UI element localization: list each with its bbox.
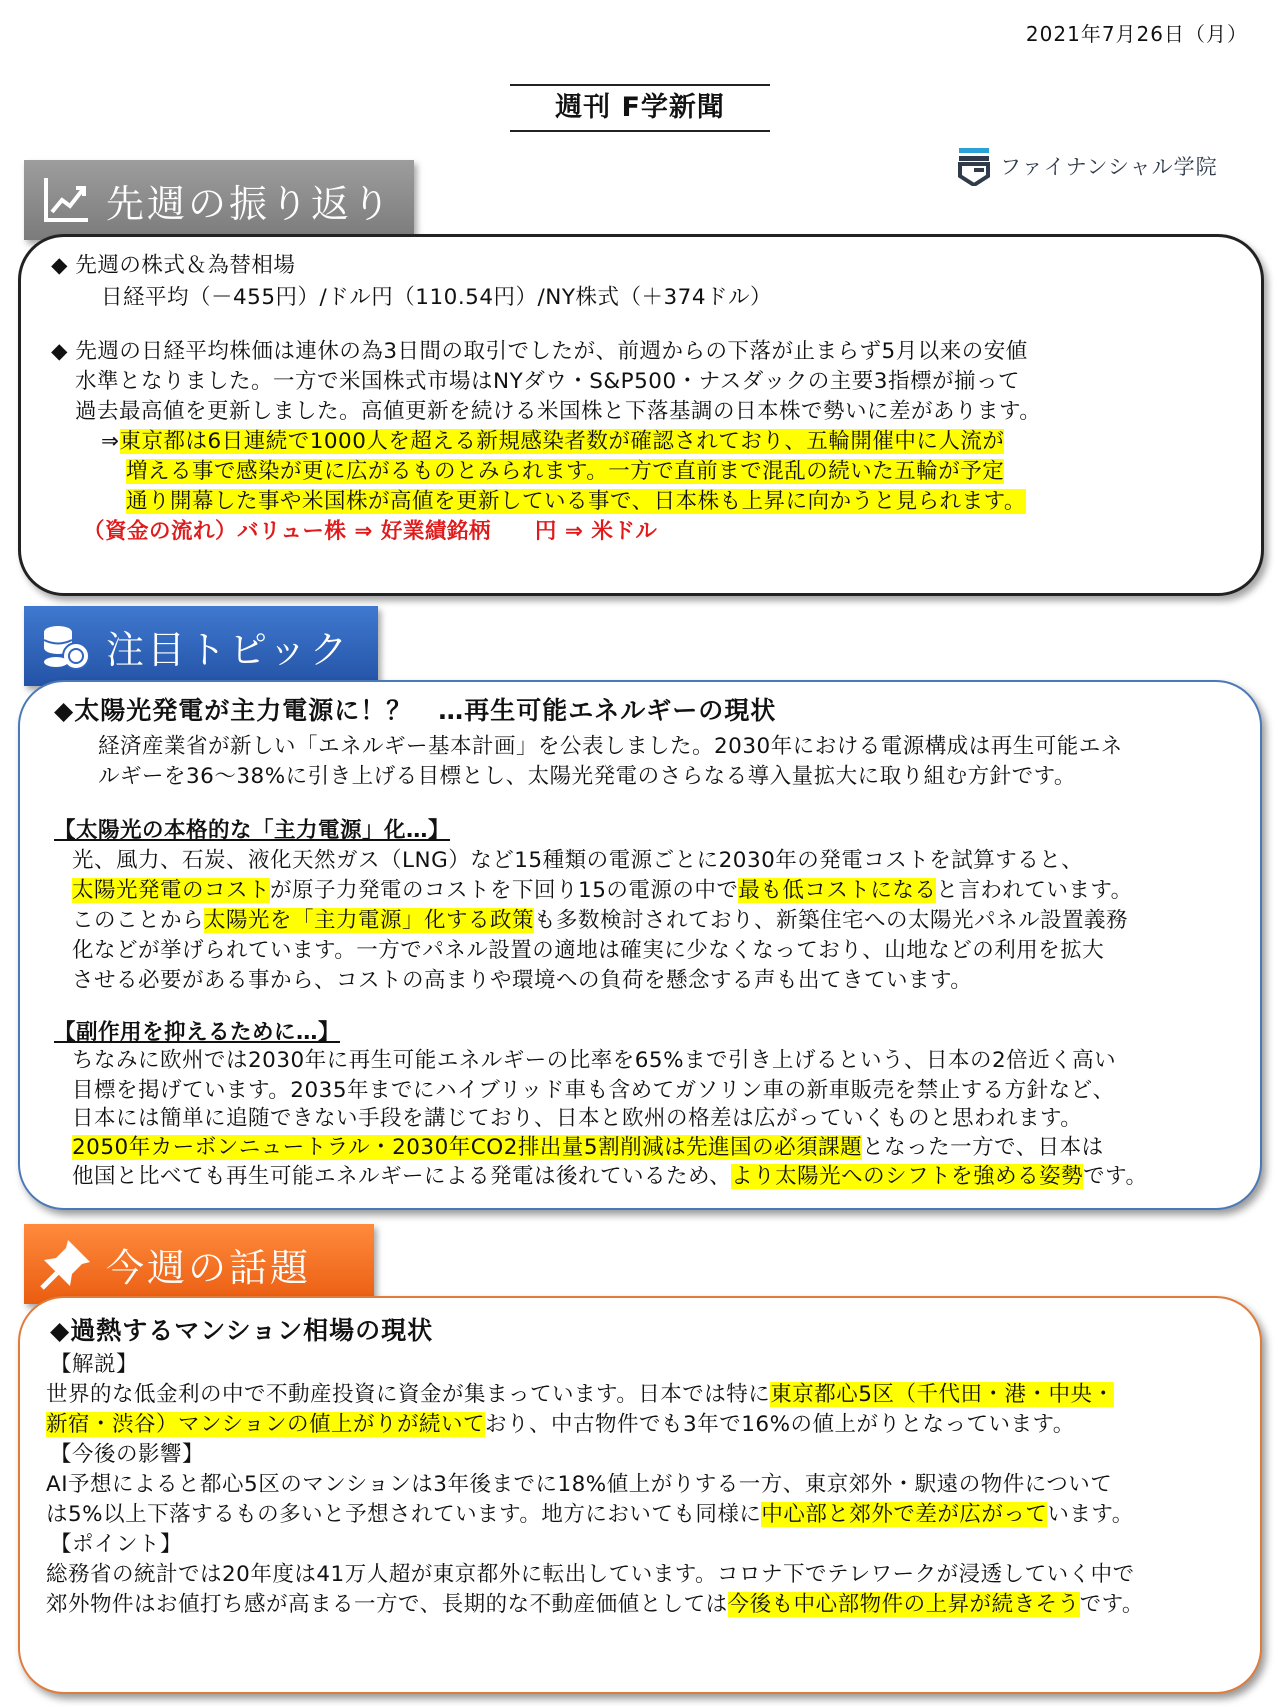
body-text: このことから <box>72 908 205 933</box>
body-text: 郊外物件はお値打ち感が高まる一方で、長期的な不動産価値としては <box>46 1592 728 1617</box>
company-logo <box>958 146 1218 186</box>
section-tab-last-week <box>24 160 414 240</box>
body-text: おり、中古物件でも3年で16%の値上がりとなっています。 <box>485 1412 1075 1437</box>
highlight-text: 新宿・渋谷）マンションの値上がりが続いて <box>46 1412 486 1437</box>
body-line <box>72 876 1133 906</box>
body-text: です。 <box>1083 1164 1148 1189</box>
body-text: 他国と比べても再生可能エネルギーによる発電は後れているため、 <box>72 1164 732 1189</box>
summary-line: ◆ 先週の日経平均株価は連休の為3日間の取引でしたが、前週からの下落が止まらず5月以来の安値 <box>51 339 1028 364</box>
last-week-panel <box>18 234 1264 596</box>
section-tab-this-week <box>24 1224 374 1304</box>
subsection-title: 【副作用を抑えるために…】 <box>54 1020 341 1045</box>
topic-headline: ◆太陽光発電が主力電源に！？ …再生可能エネルギーの現状 <box>54 696 777 725</box>
coins-icon <box>34 614 98 678</box>
body-line <box>72 1162 1147 1192</box>
body-line <box>46 1380 1114 1410</box>
body-line <box>72 1133 1104 1163</box>
summary-line: 過去最高値を更新しました。高値更新を続ける米国株と下落基調の日本株で勢いに差があります。 <box>75 399 1042 424</box>
body-text: も多数検討されており、新築住宅への太陽光パネル設置義務 <box>534 908 1129 933</box>
body-text: と言われています。 <box>936 878 1133 903</box>
body-line <box>46 1590 1144 1620</box>
summary-line: 水準となりました。一方で米国株式市場はNYダウ・S&P500・ナスダックの主要3指標が揃って <box>75 369 1020 394</box>
highlight-text: 2050年カーボンニュートラル・2030年CO2排出量5割削減は先進国の必須課題 <box>72 1135 863 1160</box>
highlight-text: 今後も中心部物件の上昇が続きそう <box>727 1592 1080 1617</box>
body-line: AI予想によると都心5区のマンションは3年後までに18%値上がりする一方、東京郊外・駅遠の物件について <box>46 1472 1113 1497</box>
subsection-title: 【ポイント】 <box>50 1532 183 1557</box>
newsletter-title-frame <box>510 84 770 132</box>
highlight-text: 東京都心5区（千代田・港・中央・ <box>770 1382 1115 1407</box>
section-tab-label: 注目トピック <box>106 627 351 672</box>
section-tab-label: 今週の話題 <box>106 1245 312 1290</box>
issue-date: 2021年7月26日（月） <box>1025 22 1248 46</box>
body-line: ちなみに欧州では2030年に再生可能エネルギーの比率を65%まで引き上げるという、日本の2倍近く高い <box>72 1048 1117 1073</box>
trend-chart-icon <box>34 168 98 232</box>
this-week-panel <box>18 1296 1262 1694</box>
body-line <box>72 906 1128 936</box>
highlight-text: より太陽光へのシフトを強める姿勢 <box>731 1164 1084 1189</box>
body-text: が原子力発電のコストを下回り15の電源の中で <box>270 878 739 903</box>
body-line: 化などが挙げられています。一方でパネル設置の適地は確実に少なくなっており、山地などの利用を拡大 <box>72 938 1105 963</box>
highlight-text: 最も低コストになる <box>738 878 937 903</box>
highlight-text: 東京都は6日連続で1000人を超える新規感染者数が確認されており、五輪開催中に人流が <box>119 429 1005 454</box>
highlight-text: 中心部と郊外で差が広がって <box>761 1502 1048 1527</box>
arrow-symbol: ⇒ <box>101 429 120 454</box>
outlook-line <box>126 487 1026 517</box>
intro-line: 経済産業省が新しい「エネルギー基本計画」を公表しました。2030年における電源構成は再生可能エネ <box>98 734 1123 759</box>
money-flow-note: （資金の流れ）バリュー株 ⇒ 好業績銘柄 円 ⇒ 米ドル <box>83 519 658 544</box>
section-tab-featured-topic <box>24 606 378 686</box>
featured-topic-panel <box>18 680 1262 1210</box>
highlight-text: 増える事で感染が更に広がるものとみられます。一方で直前まで混乱の続いた五輪が予定 <box>126 459 1005 484</box>
logo-mark-icon <box>958 146 990 186</box>
highlight-text: 太陽光を「主力電源」化する政策 <box>204 908 535 933</box>
market-values: 日経平均（－455円）/ドル円（110.54円）/NY株式（＋374ドル） <box>101 285 773 310</box>
newsletter-title: 週刊 F学新聞 <box>555 92 725 123</box>
highlight-text: 太陽光発電のコスト <box>72 878 271 903</box>
body-text: となった一方で、日本は <box>862 1135 1104 1160</box>
outlook-line <box>126 457 1004 487</box>
topic-headline: ◆過熱するマンション相場の現状 <box>50 1316 434 1345</box>
body-text: です。 <box>1079 1592 1144 1617</box>
body-line: 日本には簡単に追随できない手段を講じており、日本と欧州の格差は広がっていくものと思われます。 <box>72 1106 1083 1131</box>
pushpin-icon <box>34 1232 98 1296</box>
highlight-text: 通り開幕した事や米国株が高値を更新している事で、日本株も上昇に向かうと見られます。 <box>126 489 1026 514</box>
logo-text: ファイナンシャル学院 <box>1000 155 1218 179</box>
body-text: います。 <box>1047 1502 1134 1527</box>
body-line: 目標を掲げています。2035年までにハイブリッド車も含めてガソリン車の新車販売を禁止する方針など、 <box>72 1078 1115 1103</box>
body-line: させる必要がある事から、コストの高まりや環境への負荷を懸念する声も出てきています。 <box>72 968 973 993</box>
outlook-line <box>101 427 1004 457</box>
body-line <box>46 1500 1134 1530</box>
subsection-title: 【今後の影響】 <box>50 1442 205 1467</box>
intro-line: ルギーを36～38%に引き上げる目標とし、太陽光発電のさらなる導入量拡大に取り組む方針です。 <box>98 764 1076 789</box>
subsection-title: 【太陽光の本格的な「主力電源」化…】 <box>54 818 451 843</box>
body-text: 世界的な低金利の中で不動産投資に資金が集まっています。日本では特に <box>46 1382 771 1407</box>
section-tab-label: 先週の振り返り <box>106 181 394 226</box>
body-text: は5%以上下落するもの多いと予想されています。地方においても同様に <box>46 1502 762 1527</box>
subsection-title: 【解説】 <box>50 1352 139 1377</box>
body-line <box>46 1410 1075 1440</box>
body-line: 総務省の統計では20年度は41万人超が東京都外に転出しています。コロナ下でテレワークが浸透していく中で <box>46 1562 1135 1587</box>
body-line: 光、風力、石炭、液化天然ガス（LNG）など15種類の電源ごとに2030年の発電コストを試算すると、 <box>72 848 1084 873</box>
market-heading: ◆ 先週の株式＆為替相場 <box>51 253 296 278</box>
